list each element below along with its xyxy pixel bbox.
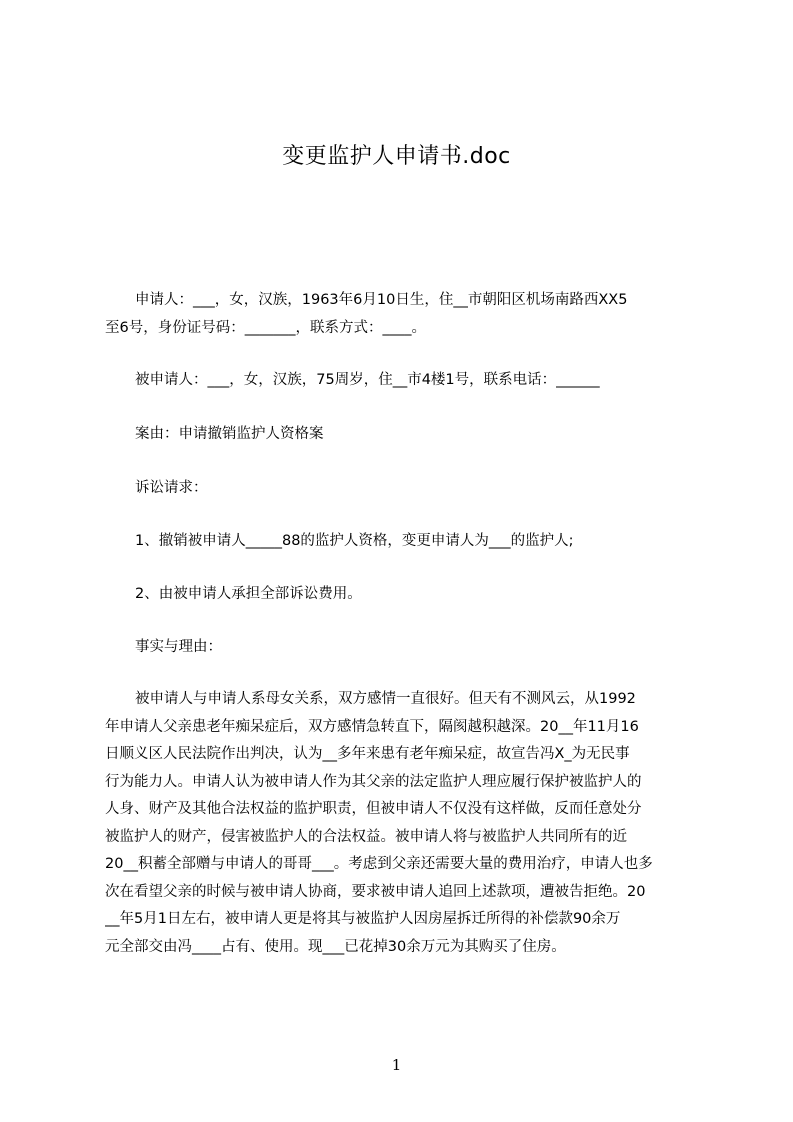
paragraph-facts-heading xyxy=(105,634,697,662)
paragraph-line: 行为能力人。申请人认为被申请人作为其父亲的法定监护人理应履行保护被监护人的 xyxy=(105,773,642,790)
paragraph-line: 诉讼请求： xyxy=(135,480,208,496)
paragraph-line: 人身、财产及其他合法权益的监护职责，但被申请人不仅没有这样做，反而任意处分 xyxy=(105,801,642,817)
paragraph-line: 年申请人父亲患老年痴呆症后，双方感情急转直下，隔阂越积越深。20__年11月16 xyxy=(105,718,639,735)
paragraph-line: 被监护人的财产，侵害被监护人的合法权益。被申请人将与被监护人共同所有的近 xyxy=(105,828,627,845)
paragraph-line: 被申请人与申请人系母女关系，双方感情一直很好。但天有不测风云，从1992 xyxy=(135,691,636,707)
paragraph-line: 申请人：___，女，汉族，1963年6月10日生，住__市朝阳区机场南路西XX5 xyxy=(135,292,628,308)
document-body xyxy=(105,0,697,1122)
paragraph-line: 至6号，身份证号码：_______，联系方式：____。 xyxy=(105,319,426,336)
paragraph-claims-heading xyxy=(105,475,697,503)
paragraph-line: 2、由被申请人承担全部诉讼费用。 xyxy=(135,586,362,602)
paragraph-cause xyxy=(105,421,697,449)
paragraph-line: 被申请人：___，女，汉族，75周岁，住__市4楼1号，联系电话：______ xyxy=(135,372,600,388)
paragraph-line: 案由：申请撤销监护人资格案 xyxy=(135,426,324,442)
paragraph-line: 事实与理由： xyxy=(135,639,222,655)
paragraph-respondent xyxy=(105,367,697,395)
paragraph-line: __年5月1日左右，被申请人更是将其与被监护人因房屋拆迁所得的补偿款90余万 xyxy=(105,911,621,927)
page-number: 1 xyxy=(391,1056,402,1074)
paragraph-line: 日顺义区人民法院作出判决，认为__多年来患有老年痴呆症，故宣告冯X_为无民事 xyxy=(105,746,630,762)
paragraph-claim-1 xyxy=(105,528,697,556)
paragraph-line: 元全部交由冯____占有、使用。现___已花掉30余万元为其购买了住房。 xyxy=(105,938,566,955)
paragraph-facts-body xyxy=(105,686,697,961)
paragraph-applicant xyxy=(105,287,697,342)
document-title: 变更监护人申请书.doc xyxy=(282,144,511,169)
paragraph-line: 20__积蓄全部赠与申请人的哥哥___。考虑到父亲还需要大量的费用治疗，申请人也多 xyxy=(105,856,653,872)
paragraph-line: 1、撤销被申请人_____88的监护人资格，变更申请人为___的监护人; xyxy=(135,533,574,549)
paragraph-claim-2 xyxy=(105,581,697,609)
paragraph-line: 次在看望父亲的时候与被申请人协商，要求被申请人追回上述款项，遭被告拒绝。20 xyxy=(105,883,646,900)
